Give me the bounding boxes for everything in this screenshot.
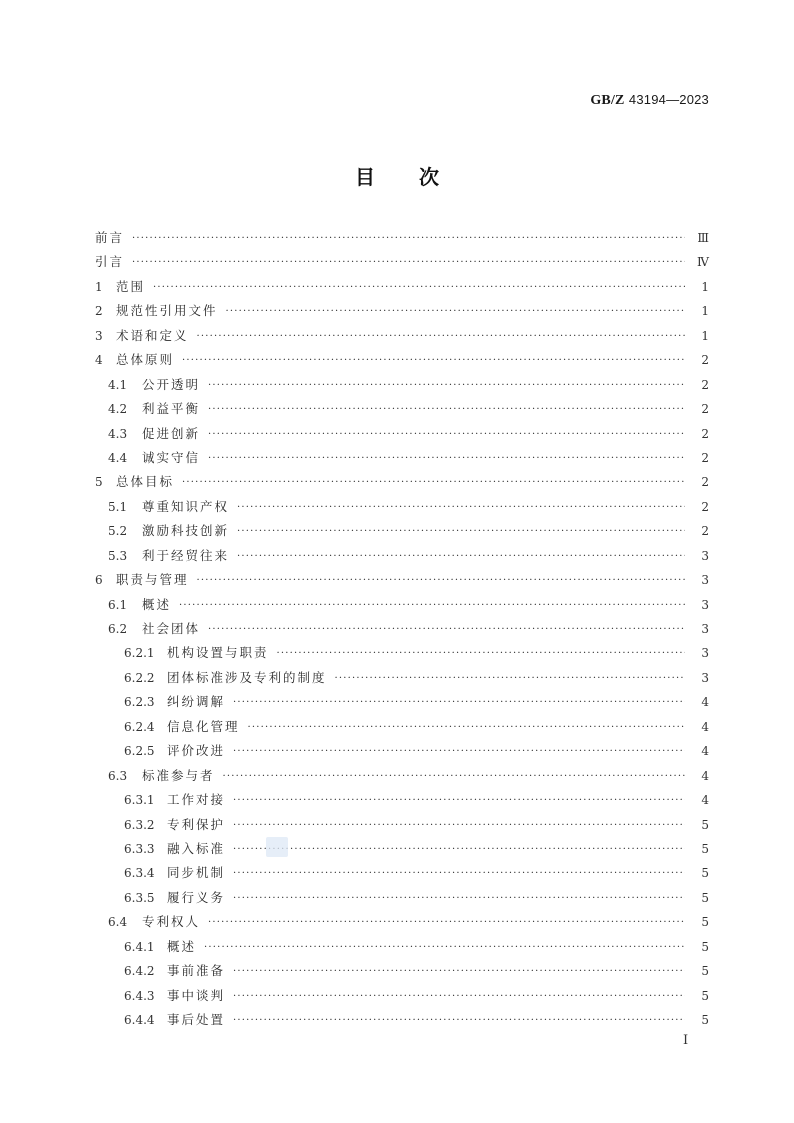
toc-entry-page: 2 — [701, 402, 709, 417]
toc-entry-title: 同步机制 — [167, 865, 226, 881]
toc-entry-page: 3 — [701, 670, 709, 685]
toc-entry-title: 公开透明 — [142, 376, 201, 392]
dot-leader — [237, 502, 685, 513]
toc-entry-page: 1 — [701, 304, 709, 319]
toc-entry-number: 6.2.3 — [124, 695, 155, 710]
toc-entry-title: 纠纷调解 — [167, 694, 226, 710]
toc-entry-page: 5 — [701, 841, 709, 856]
toc-entry-page: 3 — [701, 646, 709, 661]
dot-leader — [233, 820, 685, 831]
dot-leader — [179, 600, 685, 611]
toc-entry-title: 社会团体 — [142, 621, 201, 636]
toc-entry-title: 团体标准涉及专利的制度 — [167, 669, 327, 685]
toc-entry-number: 6.1 — [108, 597, 128, 612]
dot-leader — [233, 893, 685, 904]
dot-leader — [153, 282, 685, 293]
toc-entry-title: 总体目标 — [116, 474, 175, 490]
toc-entry-number: 6.4.2 — [124, 964, 155, 979]
toc-entry-number: 5 — [95, 475, 103, 490]
dot-leader — [223, 771, 685, 782]
toc-entry[interactable] — [95, 301, 709, 325]
toc-entry[interactable] — [95, 350, 709, 374]
toc-entry[interactable] — [95, 1010, 709, 1034]
toc-entry-page: 5 — [701, 1013, 709, 1027]
toc-entry-number: 3 — [95, 328, 103, 343]
toc-entry-page: 4 — [701, 768, 709, 783]
toc-entry-title: 前言 — [95, 230, 125, 245]
toc-entry-title: 事前准备 — [167, 963, 226, 979]
toc-entry[interactable] — [95, 937, 709, 961]
toc-entry-number: 6.2.1 — [124, 646, 155, 661]
toc-entry-page: 5 — [701, 939, 709, 954]
toc-entry-page: 4 — [701, 744, 709, 759]
dot-leader — [233, 795, 685, 806]
toc-entry-title: 利益平衡 — [142, 401, 201, 417]
dot-leader — [233, 1015, 685, 1026]
dot-leader — [197, 575, 685, 586]
dot-leader — [277, 648, 685, 659]
toc-entry[interactable] — [95, 595, 709, 619]
toc-entry-title: 范围 — [116, 278, 146, 294]
toc-entry-title: 概述 — [167, 938, 197, 954]
table-of-contents — [95, 228, 709, 1034]
toc-entry-number: 6.2.4 — [124, 719, 155, 734]
toc-entry[interactable] — [95, 692, 709, 716]
toc-entry[interactable] — [95, 497, 709, 521]
toc-entry-title: 事中谈判 — [167, 987, 226, 1003]
dot-leader — [233, 868, 685, 879]
toc-entry-page: Ⅳ — [697, 255, 709, 270]
toc-entry[interactable] — [95, 252, 709, 276]
toc-entry-page: 4 — [701, 695, 709, 710]
toc-entry-page: 5 — [701, 964, 709, 979]
toc-entry-number: 5.1 — [108, 499, 128, 514]
dot-leader — [335, 673, 685, 684]
toc-entry-page: 2 — [701, 426, 709, 441]
toc-entry[interactable] — [95, 546, 709, 570]
toc-entry-number: 6 — [95, 573, 103, 588]
toc-entry-title: 评价改进 — [167, 743, 226, 759]
toc-entry[interactable] — [95, 839, 709, 863]
toc-entry-page: 1 — [701, 328, 709, 343]
toc-entry-number: 1 — [95, 279, 103, 294]
toc-entry[interactable] — [95, 912, 709, 936]
toc-entry-title: 机构设置与职责 — [167, 645, 269, 661]
toc-entry-title: 诚实守信 — [142, 449, 201, 465]
dot-leader — [248, 722, 685, 733]
toc-entry[interactable] — [95, 570, 709, 594]
dot-leader — [204, 942, 685, 953]
dot-leader — [197, 331, 685, 342]
toc-entry-title: 职责与管理 — [116, 572, 189, 588]
toc-entry[interactable] — [95, 668, 709, 692]
toc-entry-number: 6.2.5 — [124, 744, 155, 759]
toc-entry-page: 2 — [701, 450, 709, 465]
toc-entry-page: 3 — [701, 622, 709, 636]
dot-leader — [208, 429, 685, 440]
toc-entry[interactable] — [95, 399, 709, 423]
toc-entry-page: 2 — [701, 475, 709, 490]
toc-entry-title: 规范性引用文件 — [116, 303, 218, 319]
toc-entry[interactable] — [95, 986, 709, 1010]
toc-entry-title: 标准参与者 — [142, 767, 215, 783]
toc-entry-title: 概述 — [142, 596, 172, 612]
toc-entry-page: 2 — [701, 524, 709, 539]
footer-page-number: I — [683, 1033, 689, 1048]
toc-entry-page: 5 — [701, 915, 709, 930]
toc-entry[interactable] — [95, 961, 709, 985]
toc-entry[interactable] — [95, 741, 709, 765]
dot-leader — [208, 380, 685, 391]
toc-entry[interactable] — [95, 375, 709, 399]
toc-entry-number: 6.4 — [108, 915, 128, 930]
dot-leader — [208, 624, 685, 635]
dot-leader — [237, 551, 685, 562]
toc-entry-number: 6.3.4 — [124, 866, 155, 881]
toc-entry-title: 激励科技创新 — [142, 523, 230, 539]
toc-entry-number: 6.3.5 — [124, 890, 155, 905]
standard-number: 43194—2023 — [628, 92, 709, 107]
toc-entry-number: 6.3 — [108, 768, 128, 783]
toc-entry-page: 4 — [701, 719, 709, 734]
toc-entry-title: 事后处置 — [167, 1012, 226, 1027]
toc-entry-title: 利于经贸往来 — [142, 547, 230, 563]
page-title: 目次 — [355, 165, 483, 189]
toc-entry-title: 融入标准 — [167, 840, 226, 856]
dot-leader — [233, 991, 685, 1002]
toc-entry-number: 4.4 — [108, 450, 128, 465]
toc-entry[interactable] — [95, 424, 709, 448]
dot-leader — [208, 404, 685, 415]
dot-leader — [182, 355, 685, 366]
toc-entry-number: 5.2 — [108, 524, 128, 539]
toc-entry-number: 6.2.2 — [124, 670, 155, 685]
toc-entry-page: 3 — [701, 597, 709, 612]
toc-entry-title: 信息化管理 — [167, 718, 240, 734]
dot-leader — [132, 257, 685, 268]
toc-entry-page: 3 — [701, 573, 709, 588]
selection-highlight — [266, 837, 288, 857]
toc-entry-title: 总体原则 — [116, 352, 175, 368]
dot-leader — [182, 477, 685, 488]
toc-entry-number: 4 — [95, 353, 103, 368]
toc-entry[interactable] — [95, 228, 709, 252]
dot-leader — [226, 306, 685, 317]
toc-entry-page: 5 — [701, 817, 709, 832]
dot-leader — [233, 966, 685, 977]
dot-leader — [233, 697, 685, 708]
toc-entry[interactable] — [95, 888, 709, 912]
toc-entry-page: 2 — [701, 377, 709, 392]
toc-entry-number: 2 — [95, 304, 103, 319]
toc-entry-number: 6.3.1 — [124, 793, 155, 808]
toc-entry-number: 6.4.4 — [124, 1013, 155, 1027]
toc-entry-page: 4 — [701, 793, 709, 808]
dot-leader — [233, 746, 685, 757]
toc-entry-page: 2 — [701, 353, 709, 368]
toc-entry[interactable] — [95, 277, 709, 301]
toc-entry[interactable] — [95, 766, 709, 790]
toc-entry-title: 促进创新 — [142, 425, 201, 441]
toc-entry-page: Ⅲ — [697, 231, 709, 245]
toc-entry-page: 1 — [701, 279, 709, 294]
toc-entry-number: 6.4.1 — [124, 939, 155, 954]
dot-leader — [132, 233, 685, 244]
toc-entry[interactable] — [95, 619, 709, 643]
toc-entry[interactable] — [95, 815, 709, 839]
toc-entry[interactable] — [95, 717, 709, 741]
toc-entry[interactable] — [95, 472, 709, 496]
toc-entry-number: 6.3.3 — [124, 841, 155, 856]
toc-entry-page: 5 — [701, 890, 709, 905]
toc-entry-title: 尊重知识产权 — [142, 498, 230, 514]
standard-code — [590, 92, 709, 109]
dot-leader — [237, 526, 685, 537]
toc-entry-number: 5.3 — [108, 548, 128, 563]
dot-leader — [208, 453, 685, 464]
toc-entry-title: 履行义务 — [167, 889, 226, 905]
toc-entry-title: 专利保护 — [167, 816, 226, 832]
toc-entry-number: 6.3.2 — [124, 817, 155, 832]
toc-entry-page: 5 — [701, 866, 709, 881]
toc-entry-title: 引言 — [95, 254, 125, 270]
dot-leader — [208, 917, 685, 928]
toc-entry-number: 4.1 — [108, 377, 128, 392]
toc-entry[interactable] — [95, 863, 709, 887]
toc-entry-number: 6.2 — [108, 622, 128, 636]
toc-entry-title: 工作对接 — [167, 792, 226, 808]
toc-entry[interactable] — [95, 521, 709, 545]
dot-leader — [233, 844, 685, 855]
toc-entry[interactable] — [95, 326, 709, 350]
toc-entry-page: 5 — [701, 988, 709, 1003]
toc-entry[interactable] — [95, 790, 709, 814]
toc-entry-number: 4.3 — [108, 426, 128, 441]
toc-entry-page: 3 — [701, 548, 709, 563]
toc-entry-title: 术语和定义 — [116, 327, 189, 343]
toc-entry-number: 6.4.3 — [124, 988, 155, 1003]
toc-entry[interactable] — [95, 448, 709, 472]
toc-entry-title: 专利权人 — [142, 914, 201, 930]
toc-entry[interactable] — [95, 643, 709, 667]
standard-prefix: GB/Z — [590, 93, 625, 108]
toc-entry-page: 2 — [701, 499, 709, 514]
toc-entry-number: 4.2 — [108, 402, 128, 417]
